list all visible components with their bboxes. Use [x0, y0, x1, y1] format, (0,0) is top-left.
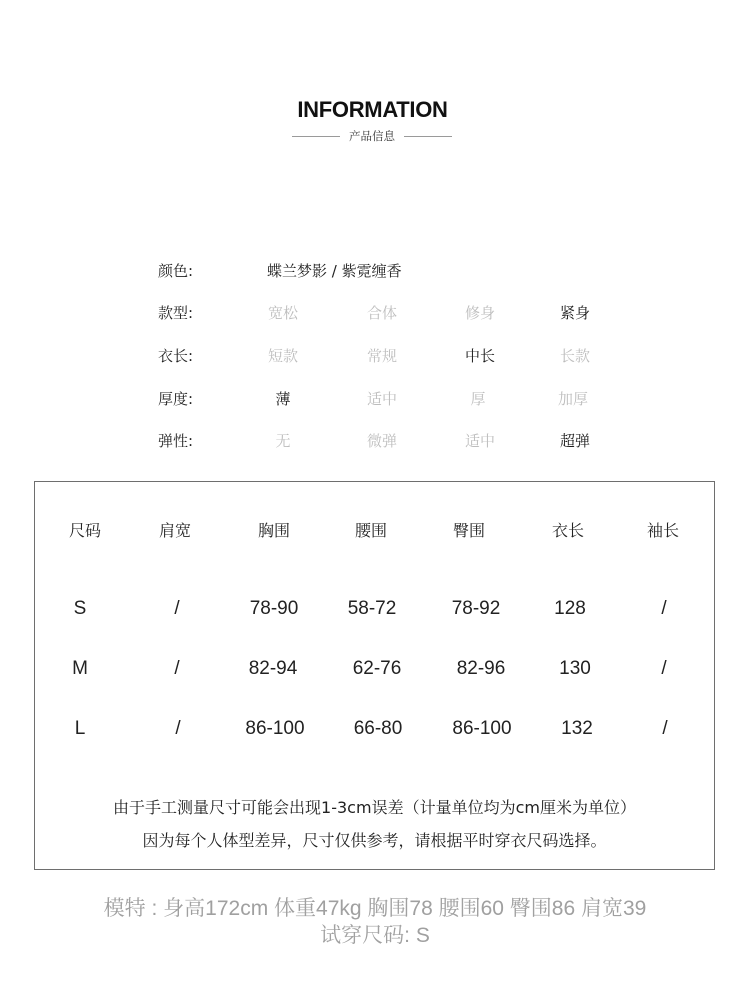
- attr-option: 无: [275, 432, 291, 450]
- attr-option: 宽松: [267, 304, 298, 322]
- table-cell: 82-94: [248, 658, 298, 679]
- table-cell: 62-76: [352, 658, 402, 679]
- col-header-sleeve: 袖长: [646, 521, 679, 540]
- attr-label: 厚度:: [158, 390, 194, 408]
- table-cell: 78-92: [451, 598, 501, 619]
- col-header-hip: 臀围: [452, 521, 485, 540]
- color-value: 蝶兰梦影 / 紫霓缠香: [267, 262, 402, 280]
- table-cell: L: [74, 718, 86, 739]
- table-cell: 132: [561, 718, 593, 739]
- attr-option: 合体: [366, 304, 397, 322]
- attr-option: 长款: [559, 347, 590, 365]
- attr-row-fit: [0, 302, 750, 326]
- col-header-size: 尺码: [68, 521, 101, 540]
- table-cell: /: [662, 718, 668, 739]
- attr-option: 加厚: [557, 390, 588, 408]
- attr-label: 颜色:: [158, 262, 194, 280]
- table-cell: /: [661, 598, 667, 619]
- attr-label: 衣长:: [158, 347, 194, 365]
- page-title: INFORMATION: [297, 97, 448, 122]
- attr-option: 薄: [275, 390, 291, 408]
- col-header-shoulder: 肩宽: [158, 521, 191, 540]
- table-cell: 130: [559, 658, 591, 679]
- table-cell: 86-100: [245, 718, 305, 739]
- attr-row-elasticity: [0, 430, 750, 454]
- attr-option: 紧身: [559, 304, 590, 322]
- table-cell: 86-100: [452, 718, 512, 739]
- table-cell: /: [661, 658, 667, 679]
- attr-option: 厚: [470, 390, 486, 408]
- table-cell: 66-80: [353, 718, 403, 739]
- reference-note: 因为每个人体型差异，尺寸仅供参考，请根据平时穿衣尺码选择。: [142, 831, 607, 850]
- col-header-bust: 胸围: [257, 521, 290, 540]
- attr-option: 适中: [464, 432, 495, 450]
- attr-option: 微弹: [366, 432, 397, 450]
- measurement-note: 由于手工测量尺寸可能会出现1-3cm误差（计量单位均为cm厘米为单位）: [113, 798, 636, 817]
- attr-row-length: [0, 345, 750, 369]
- table-cell: /: [174, 658, 180, 679]
- attr-option: 适中: [366, 390, 397, 408]
- attr-label: 款型:: [158, 304, 194, 322]
- col-header-waist: 腰围: [354, 521, 387, 540]
- table-cell: 128: [554, 598, 586, 619]
- attr-option: 短款: [267, 347, 298, 365]
- table-cell: 78-90: [249, 598, 299, 619]
- attr-option: 中长: [464, 347, 495, 365]
- attr-label: 弹性:: [158, 432, 194, 450]
- table-cell: /: [175, 718, 181, 739]
- attr-row-color: [0, 260, 750, 284]
- divider-left: [292, 136, 340, 137]
- model-trial-size: 试穿尺码: S: [320, 924, 430, 947]
- table-cell: 58-72: [347, 598, 397, 619]
- attr-option: 超弹: [559, 432, 590, 450]
- attr-option: 修身: [464, 304, 495, 322]
- table-cell: /: [174, 598, 180, 619]
- attr-row-thickness: [0, 388, 750, 412]
- attr-option: 常规: [366, 347, 397, 365]
- table-cell: 82-96: [456, 658, 506, 679]
- table-cell: S: [73, 598, 87, 619]
- model-measurements: 模特 : 身高172cm 体重47kg 胸围78 腰围60 臀围86 肩宽39: [103, 897, 647, 920]
- size-table: [34, 481, 715, 870]
- page-subtitle: 产品信息: [349, 129, 395, 143]
- table-cell: M: [72, 658, 88, 679]
- col-header-length: 衣长: [551, 521, 584, 540]
- divider-right: [404, 136, 452, 137]
- subtitle-row: [292, 128, 452, 144]
